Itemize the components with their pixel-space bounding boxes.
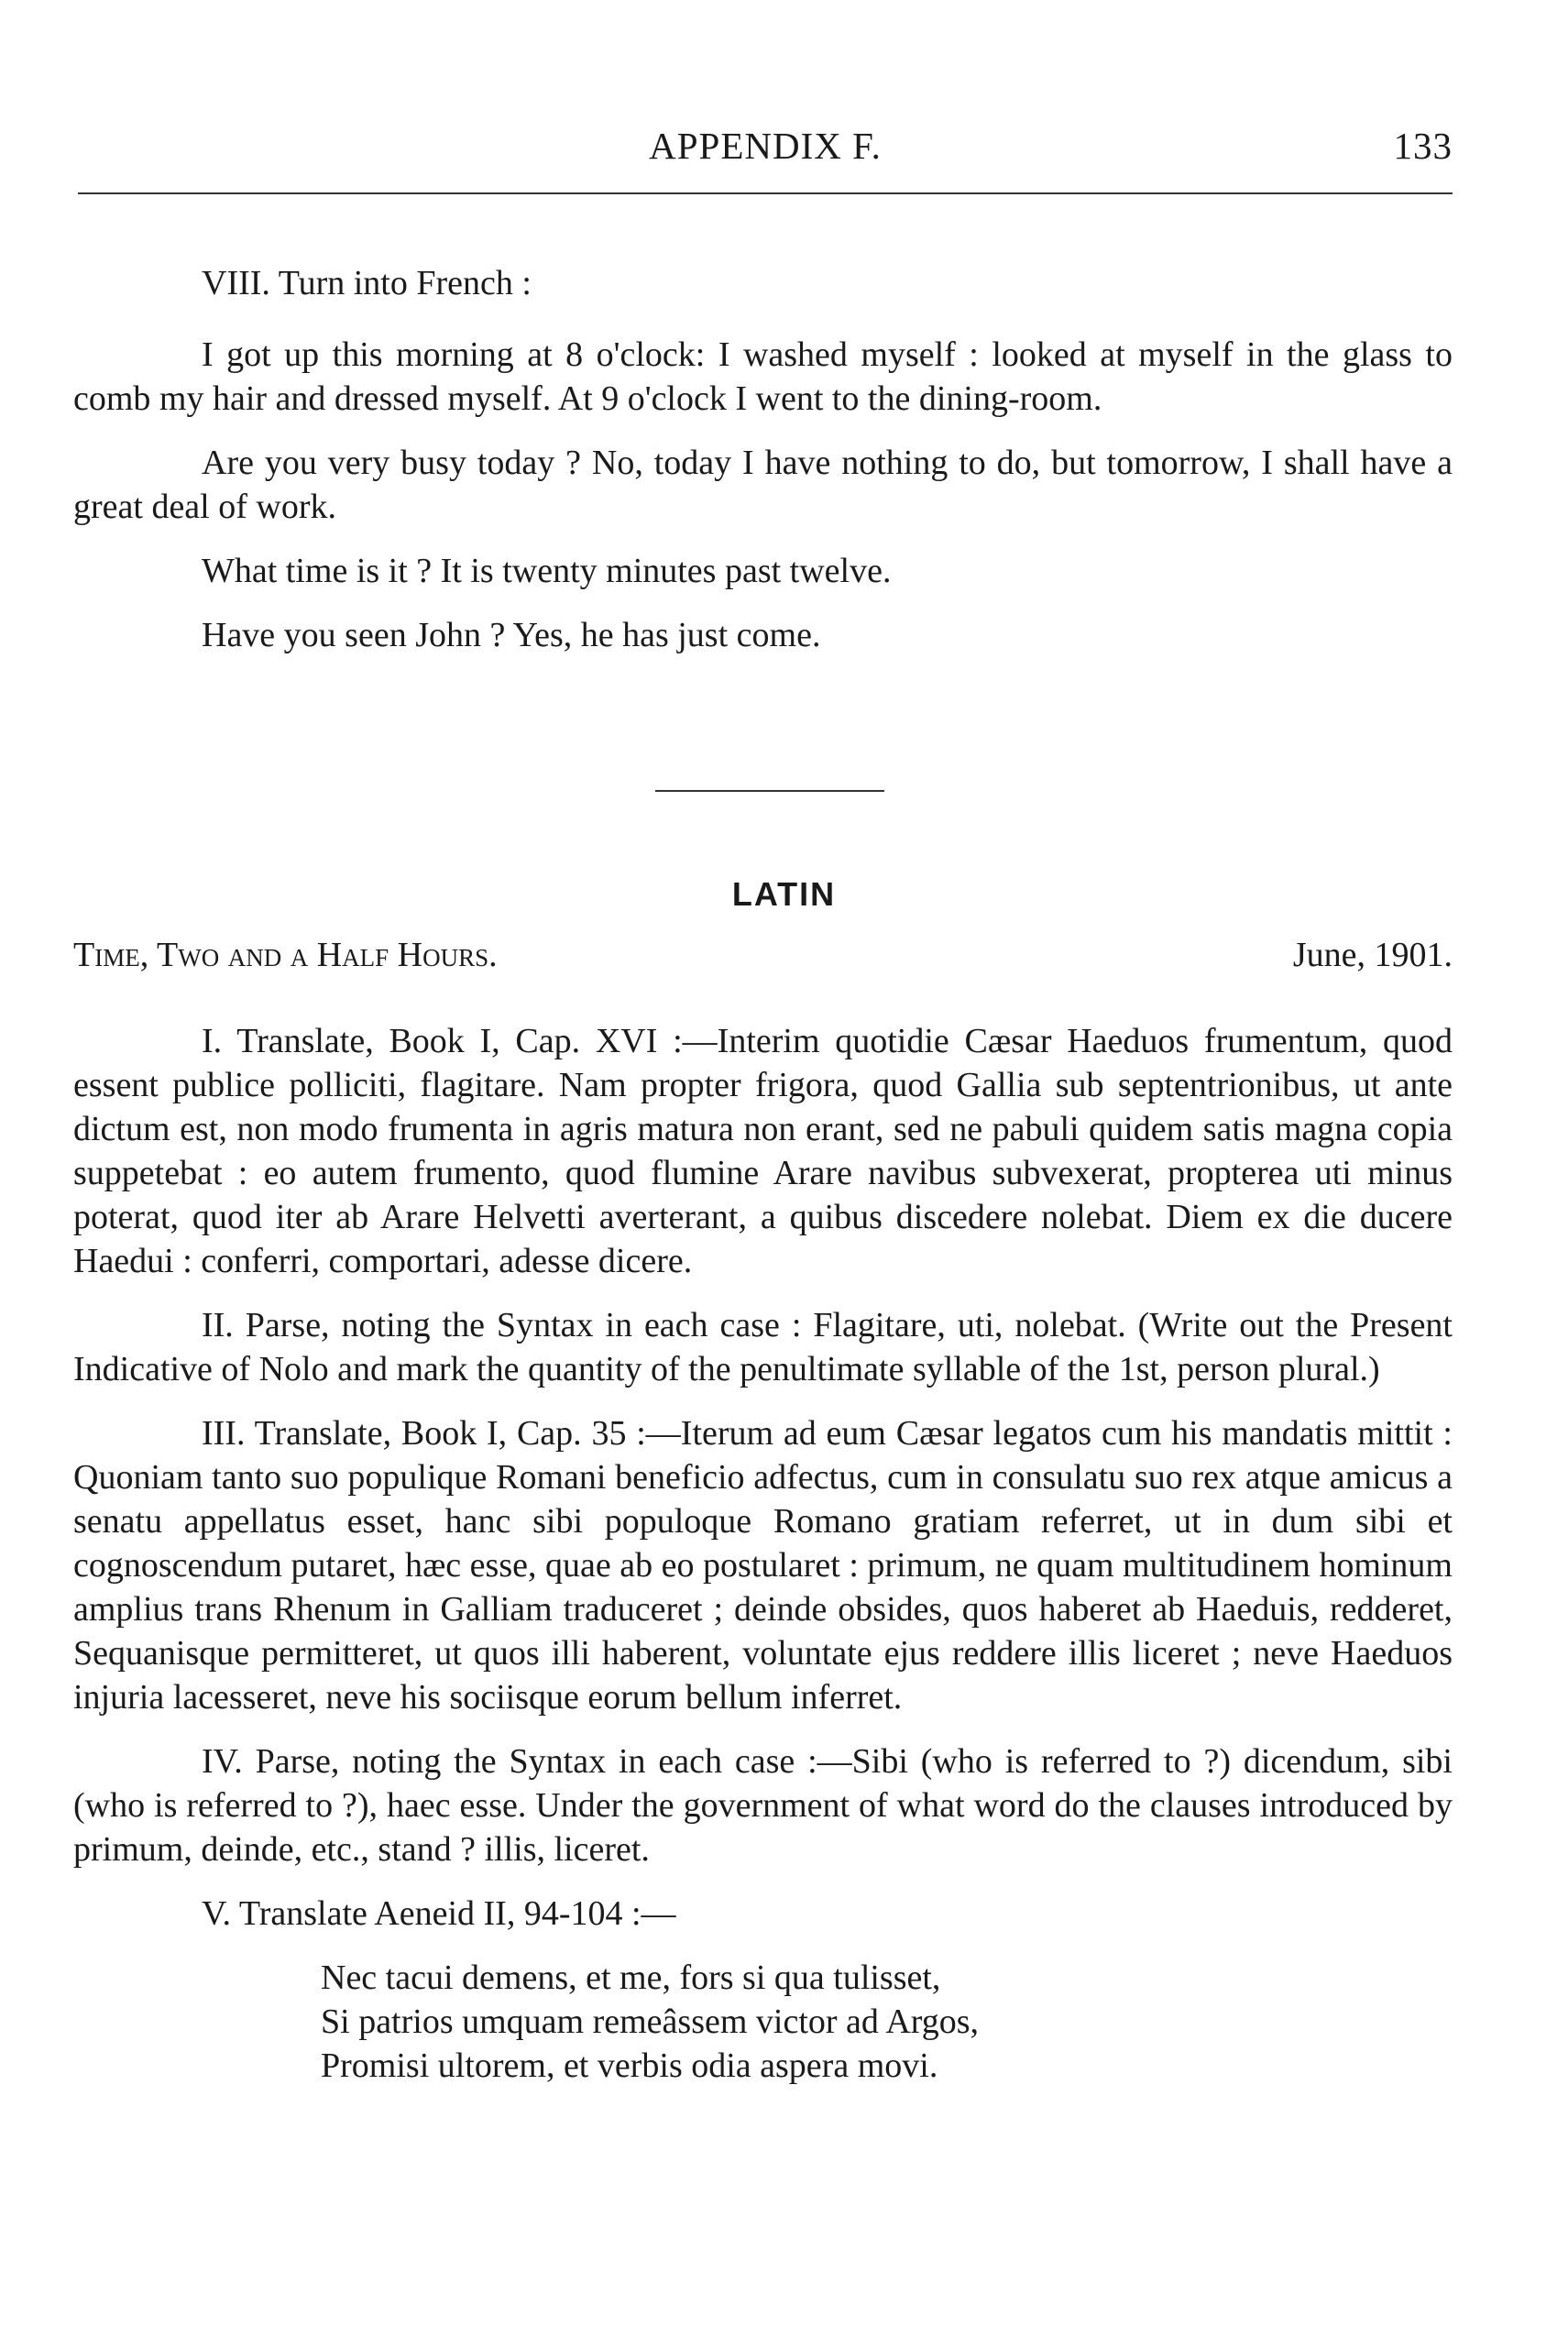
- verse-line: Promisi ultorem, et verbis odia aspera movi.: [321, 2046, 938, 2085]
- question-heading: VIII. Turn into French :: [202, 264, 532, 302]
- header-rule: [78, 192, 1453, 194]
- section-divider: [655, 790, 884, 792]
- question: I. Translate, Book I, Cap. XVI :—Interim quotidie Cæsar Haeduos frumentum, quod essent publice polliciti, flagitare. Nam propter frigora, quod Gallia sub septentrionibus, ut ante dictum est, non modo frumenta in agris matura non erant, sed ne pabuli quidem satis magna copia suppetebat : eo autem frumento, quod flumine Arare navibus subvexerat, propterea uti minus poterat, quod iter ab Arare Helvetti averterant, a quibus discedere nolebat. Diem ex die ducere Haedui : conferri, comportari, adesse dicere.: [73, 1022, 1453, 1280]
- verse-line: Si patrios umquam remeâssem victor ad Argos,: [321, 2002, 980, 2041]
- section-title: LATIN: [731, 875, 837, 913]
- paragraph: Are you very busy today ? No, today I have nothing to do, but tomorrow, I shall have a great deal of work.: [73, 444, 1453, 526]
- paragraph: Have you seen John ? Yes, he has just come.: [202, 616, 821, 654]
- verse-block: [321, 1956, 1453, 2088]
- question: IV. Parse, noting the Syntax in each case :—Sibi (who is referred to ?) dicendum, sibi (who is referred to ?), haec esse. Under the government of what word do the clauses introduced by primum, deinde, etc., stand ? illis, liceret.: [73, 1742, 1453, 1869]
- verse-line: Nec tacui demens, et me, fors si qua tulisset,: [321, 1958, 941, 1997]
- exam-meta: [73, 935, 1453, 981]
- question: II. Parse, noting the Syntax in each case : Flagitare, uti, nolebat. (Write out the Present Indicative of Nolo and mark the quantity of the penultimate syllable of the 1st, person plural.): [73, 1306, 1453, 1388]
- french-section: [73, 261, 1453, 677]
- page-number: 133: [1393, 125, 1453, 167]
- paragraph: I got up this morning at 8 o'clock: I washed myself : looked at myself in the glass to comb my hair and dressed myself. At 9 o'clock I went to the dining-room.: [73, 335, 1453, 418]
- question: III. Translate, Book I, Cap. 35 :—Iterum ad eum Cæsar legatos cum his mandatis mittit : Quoniam tanto suo populique Romani beneficio adfectus, cum in consulatu suo rex atque amicus a senatu appellatus esset, hanc sibi populoque Romano gratiam referret, ut in dum sibi et cognoscendum putaret, hæc esse, quae ab eo postularet : primum, ne quam multitudinem hominum amplius trans Rhenum in Galliam traduceret ; deinde obsides, quos haberet ab Haeduis, redderet, Sequanisque permitteret, ut quos illi haberent, voluntate ejus reddere illis liceret ; neve Haeduos injuria lacesseret, neve his sociisque eorum bellum inferret.: [73, 1414, 1453, 1717]
- running-title: APPENDIX F.: [649, 125, 882, 167]
- latin-section: [73, 1019, 1453, 2088]
- exam-date: June, 1901.: [1292, 936, 1453, 974]
- exam-time: Time, Two and a Half Hours.: [73, 936, 498, 974]
- running-head: [78, 124, 1453, 179]
- question: V. Translate Aeneid II, 94-104 :—: [202, 1894, 676, 1933]
- paragraph: What time is it ? It is twenty minutes past twelve.: [202, 552, 892, 590]
